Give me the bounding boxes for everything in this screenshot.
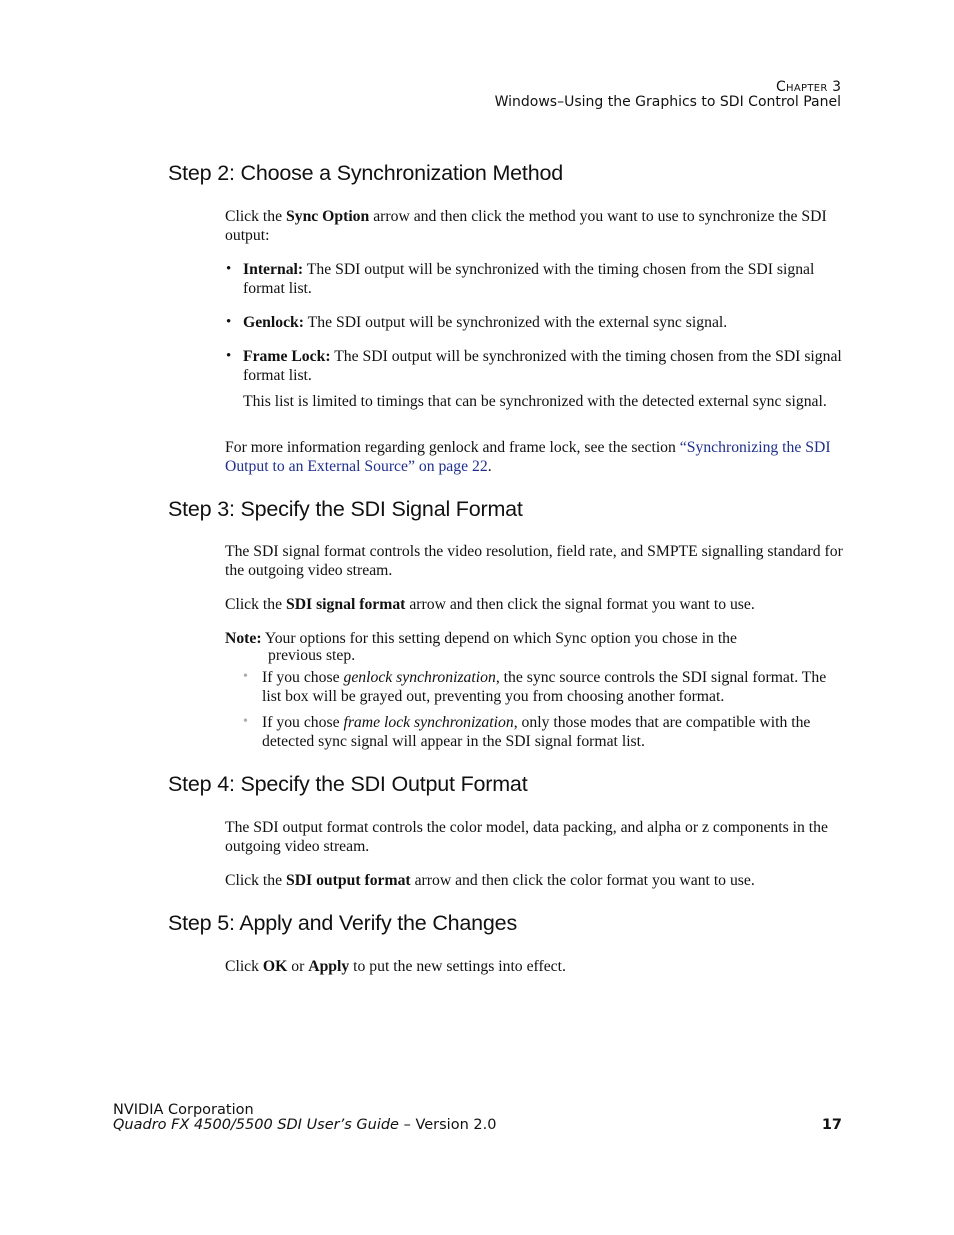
note-bullet-frame-lock: • If you chose frame lock synchronization, only those modes that are compatible with the detected sync signal will appear in the SDI signal format list. xyxy=(243,714,811,750)
note-bullet-genlock: • If you chose genlock synchronization, the sync source controls the SDI signal format. The list box will be grayed out, preventing you from choosing another format. xyxy=(243,669,827,705)
step4-para1: The SDI output format controls the color model, data packing, and alpha or z components in the outgoing video stream. xyxy=(225,819,828,855)
footer-company: NVIDIA Corporation xyxy=(113,1102,254,1118)
bullet-dot-icon: • xyxy=(226,261,232,277)
sync-option-term: Sync Option xyxy=(286,208,370,225)
frame-lock-extra: This list is limited to timings that can be synchronized with the detected external sync signal. xyxy=(243,393,827,410)
step4-heading: Step 4: Specify the SDI Output Format xyxy=(168,772,528,796)
bullet-internal: • Internal: The SDI output will be synchronized with the timing chosen from the SDI signal format list. xyxy=(226,261,815,297)
bullet-dot-icon: • xyxy=(226,314,232,330)
step2-more-info: For more information regarding genlock and frame lock, see the section “Synchronizing the SDI Output to an External Source” on page 22. xyxy=(225,439,831,475)
step5-heading: Step 5: Apply and Verify the Changes xyxy=(168,911,517,935)
step2-intro: Click the Sync Option arrow and then click the method you want to use to synchronize the SDI output: xyxy=(225,208,827,244)
bullet-dot-icon: • xyxy=(226,348,232,364)
step5-para: Click OK or Apply to put the new settings into effect. xyxy=(225,958,566,975)
sync-section-link[interactable]: “Synchronizing the SDI Output to an External Source” on page 22 xyxy=(225,439,831,475)
footer-guide: Quadro FX 4500/5500 SDI User’s Guide – Version 2.0 xyxy=(113,1117,497,1133)
step3-note: Note: Your options for this setting depend on which Sync option you chose in the xyxy=(225,630,737,647)
step3-para1: The SDI signal format controls the video resolution, field rate, and SMPTE signalling standard for the outgoing video stream. xyxy=(225,543,843,579)
chapter-title: Windows–Using the Graphics to SDI Control Panel xyxy=(494,94,841,110)
bullet-dot-icon: • xyxy=(243,714,248,729)
step3-note-cont: previous step. xyxy=(268,647,356,664)
step4-para2: Click the SDI output format arrow and then click the color format you want to use. xyxy=(225,872,755,889)
step2-heading: Step 2: Choose a Synchronization Method xyxy=(168,161,563,185)
bullet-frame-lock: • Frame Lock: The SDI output will be synchronized with the timing chosen from the SDI signal format list. xyxy=(226,348,842,384)
bullet-dot-icon: • xyxy=(243,669,248,684)
ok-term: OK xyxy=(262,958,288,975)
chapter-label: Chapter 3 xyxy=(775,79,841,95)
page-footer xyxy=(113,1103,842,1133)
step3-heading: Step 3: Specify the SDI Signal Format xyxy=(168,497,523,521)
step3-para2: Click the SDI signal format arrow and then click the signal format you want to use. xyxy=(225,596,755,613)
page-number: 17 xyxy=(821,1117,842,1133)
apply-term: Apply xyxy=(308,958,350,975)
bullet-genlock: • Genlock: The SDI output will be synchronized with the external sync signal. xyxy=(226,314,728,331)
note-label: Note: xyxy=(225,630,262,647)
running-header xyxy=(495,80,841,110)
